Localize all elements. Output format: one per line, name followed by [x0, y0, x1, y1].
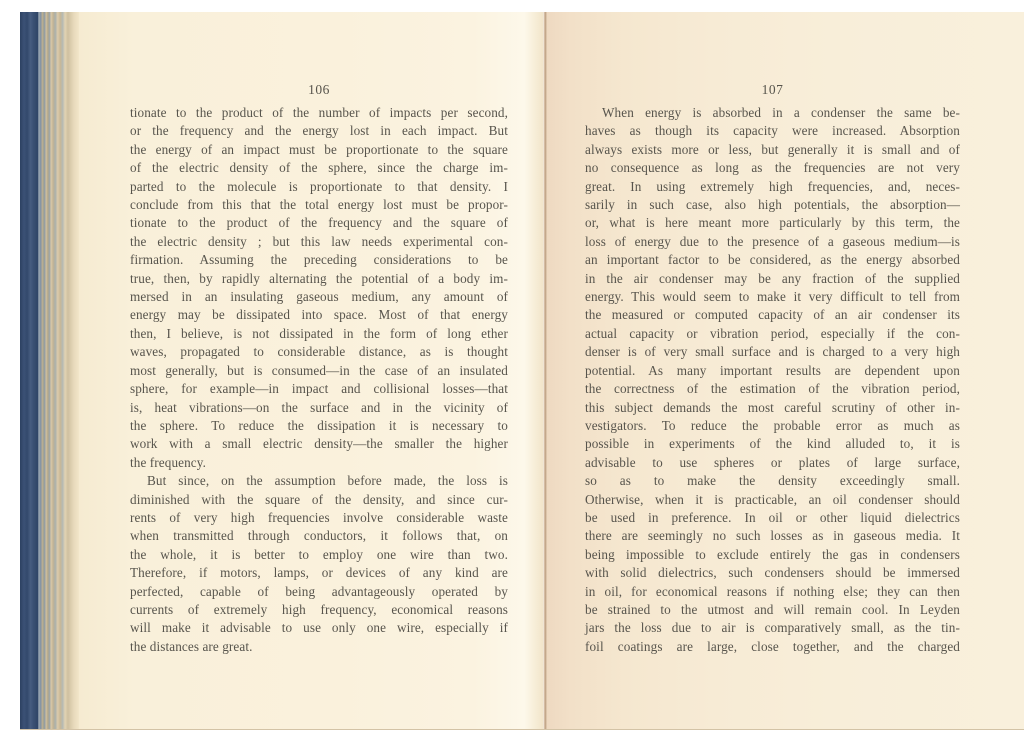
text-line: jars the loss due to air is comparatively small, as the tin- [585, 620, 960, 636]
text-line: Therefore, if motors, lamps, or devices of any kind are [130, 565, 508, 581]
text-line: perfected, capable of being advantageously operated by [130, 583, 508, 599]
text-line: sarily in such case, also high potentials, the absorption— [585, 197, 960, 213]
text-line: energy may be dissipated into space. Most of that energy [130, 307, 508, 323]
text-line: with solid dielectrics, such condensers should be immersed [585, 565, 960, 581]
text-line: or, what is here meant more particularly by this term, the [585, 215, 960, 231]
text-line: the whole, it is better to employ one wire than two. [130, 546, 508, 562]
text-line: conclude from this that the total energy lost must be propor- [130, 197, 508, 213]
text-line: But since, on the assumption before made, the loss is [147, 473, 508, 489]
text-line: tionate to the product of the number of impacts per second, [130, 105, 508, 120]
text-line: the sphere. To reduce the dissipation it is necessary to [130, 417, 508, 433]
text-line: tionate to the product of the frequency and the square of [130, 215, 508, 231]
page-text [585, 104, 960, 656]
text-line: vestigators. To reduce the probable error as much as [585, 417, 960, 433]
book-cover-edge [20, 12, 38, 729]
text-line: foil coatings are large, close together, and the charged [585, 638, 960, 654]
text-line: so as to make the density exceedingly small. [585, 473, 960, 489]
text-line: great. In using extremely high frequencies, and, neces- [585, 178, 960, 194]
left-page [79, 12, 543, 729]
text-line: advisable to use spheres or plates of large surface, [585, 454, 960, 470]
text-line: When energy is absorbed in a condenser the same be- [602, 105, 960, 120]
text-line: there are seemingly no such losses as in gaseous media. It [585, 528, 960, 544]
text-line: the frequency. [130, 454, 206, 470]
text-line: loss of energy due to the presence of a gaseous medium—is [585, 233, 960, 249]
page-number: 106 [308, 82, 330, 97]
text-line: this subject demands the most careful scrutiny of other in- [585, 399, 960, 415]
paragraph [130, 104, 508, 472]
text-line: currents of extremely high frequency, economical reasons [130, 601, 508, 617]
text-line: haves as though its capacity were increased. Absorption [585, 123, 960, 139]
text-line: no consequence as long as the frequencies are not very [585, 160, 960, 176]
right-page [547, 12, 1024, 729]
text-line: work with a small electric density—the smaller the higher [130, 436, 508, 452]
text-line: always exists more or less, but generally it is small and of [585, 141, 960, 157]
text-line: the measured or computed capacity of an air condenser its [585, 307, 960, 323]
text-line: an important factor to be considered, as the energy absorbed [585, 252, 960, 268]
text-line: in oil, for economical reasons if nothing else; they can then [585, 583, 960, 599]
text-line: the distances are great. [130, 638, 253, 654]
page-text [130, 104, 508, 656]
text-line: energy. This would seem to make it very difficult to tell from [585, 289, 960, 305]
text-line: denser is of very small surface and is charged to a very high [585, 344, 960, 360]
text-line: firmation. Assuming the preceding considerations to be [130, 252, 508, 268]
text-line: is, heat vibrations—on the surface and in the vicinity of [130, 399, 508, 415]
text-line: Otherwise, when it is practicable, an oil condenser should [585, 491, 960, 507]
text-line: of the electric density of the sphere, since the charge im- [130, 160, 508, 176]
text-line: most generally, but is consumed—in the case of an insulated [130, 362, 508, 378]
text-line: potential. As many important results are dependent upon [585, 362, 960, 378]
text-line: sphere, for example—in impact and collisional losses—that [130, 381, 508, 397]
text-line: actual capacity or vibration period, especially if the con- [585, 325, 960, 341]
page-number: 107 [761, 82, 784, 97]
text-line: rents of very high frequencies involve considerable waste [130, 509, 508, 525]
text-line: diminished with the square of the density, and since cur- [130, 491, 508, 507]
text-line: be strained to the utmost and will remain cool. In Leyden [585, 601, 960, 617]
text-line: being impossible to exclude entirely the gas in condensers [585, 546, 960, 562]
right-page-text-column [585, 12, 960, 729]
book-spread [20, 12, 1024, 730]
text-line: mersed in an insulating gaseous medium, any amount of [130, 289, 508, 305]
paragraph [130, 472, 508, 656]
text-line: be used in preference. In oil or other liquid dielectrics [585, 509, 960, 525]
text-line: the electric density ; but this law needs experimental con- [130, 233, 508, 249]
page-fore-edges [38, 12, 79, 729]
text-line: parted to the molecule is proportionate to that density. I [130, 178, 508, 194]
text-line: then, I believe, is not dissipated in the form of long ether [130, 325, 508, 341]
text-line: will make it advisable to use only one wire, especially if [130, 620, 508, 636]
text-line: or the frequency and the energy lost in each impact. But [130, 123, 508, 139]
text-line: when transmitted through conductors, it follows that, on [130, 528, 508, 544]
text-line: the correctness of the estimation of the vibration period, [585, 381, 960, 397]
text-line: the energy of an impact must be proportionate to the square [130, 141, 508, 157]
text-line: possible in experiments of the kind alluded to, it is [585, 436, 960, 452]
text-line: waves, propagated to considerable distance, as is thought [130, 344, 508, 360]
text-line: true, then, by rapidly alternating the potential of a body im- [130, 270, 508, 286]
paragraph [585, 104, 960, 656]
left-page-text-column [130, 12, 508, 729]
text-line: in the air condenser may be any fraction of the supplied [585, 270, 960, 286]
